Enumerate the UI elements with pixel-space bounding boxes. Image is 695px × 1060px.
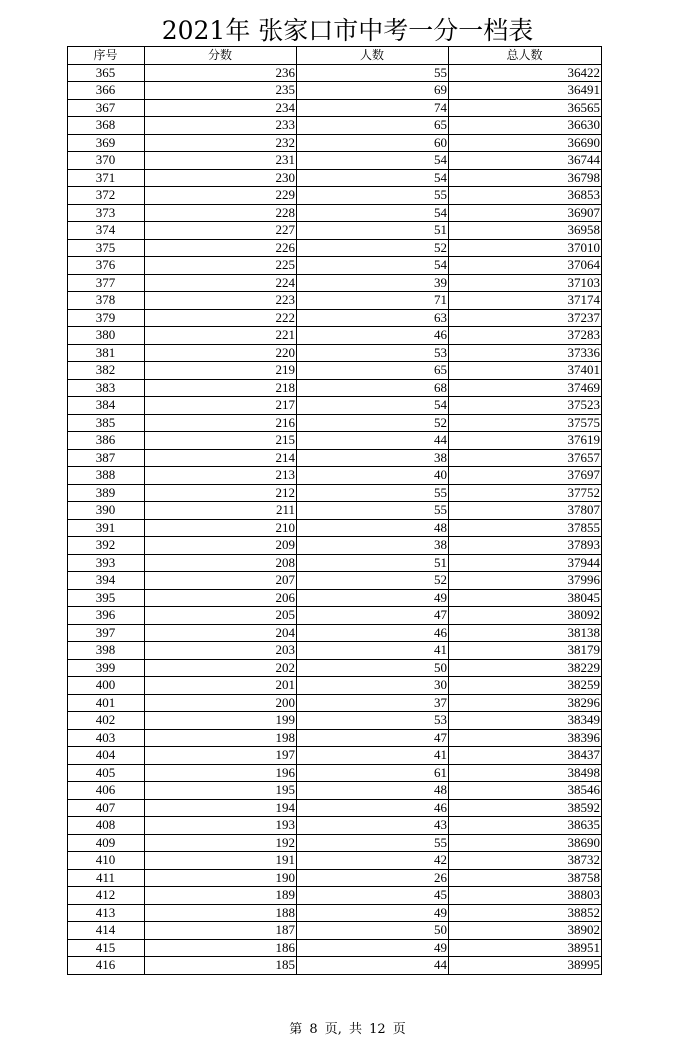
cell-count: 51 (297, 554, 449, 572)
table-row (68, 204, 602, 222)
cell-rank: 386 (68, 432, 145, 450)
cell-rank: 412 (68, 887, 145, 905)
cell-score: 204 (145, 624, 297, 642)
cell-cumulative: 38092 (449, 607, 602, 625)
cell-score: 234 (145, 99, 297, 117)
cell-count: 26 (297, 869, 449, 887)
cell-count: 38 (297, 449, 449, 467)
table-row (68, 712, 602, 730)
cell-count: 38 (297, 537, 449, 555)
cell-cumulative: 37103 (449, 274, 602, 292)
cell-count: 55 (297, 64, 449, 82)
cell-rank: 370 (68, 152, 145, 170)
table-row (68, 414, 602, 432)
cell-rank: 414 (68, 922, 145, 940)
cell-count: 49 (297, 904, 449, 922)
cell-count: 44 (297, 957, 449, 975)
cell-score: 201 (145, 677, 297, 695)
cell-cumulative: 38045 (449, 589, 602, 607)
table-row (68, 624, 602, 642)
table-row (68, 152, 602, 170)
cell-score: 226 (145, 239, 297, 257)
cell-cumulative: 36565 (449, 99, 602, 117)
cell-cumulative: 37174 (449, 292, 602, 310)
cell-score: 207 (145, 572, 297, 590)
cell-score: 235 (145, 82, 297, 100)
table-row (68, 187, 602, 205)
cell-count: 71 (297, 292, 449, 310)
cell-cumulative: 38437 (449, 747, 602, 765)
table-row (68, 904, 602, 922)
cell-cumulative: 37283 (449, 327, 602, 345)
cell-rank: 388 (68, 467, 145, 485)
cell-cumulative: 37807 (449, 502, 602, 520)
cell-cumulative: 37237 (449, 309, 602, 327)
cell-rank: 380 (68, 327, 145, 345)
cell-rank: 379 (68, 309, 145, 327)
cell-cumulative: 36958 (449, 222, 602, 240)
cell-cumulative: 36798 (449, 169, 602, 187)
cell-cumulative: 38229 (449, 659, 602, 677)
cell-score: 185 (145, 957, 297, 975)
cell-cumulative: 38951 (449, 939, 602, 957)
table-row (68, 484, 602, 502)
cell-score: 205 (145, 607, 297, 625)
table-body (68, 64, 602, 974)
cell-count: 54 (297, 169, 449, 187)
page-title: 2021年 张家口市中考一分一档表 (161, 16, 534, 45)
cell-rank: 391 (68, 519, 145, 537)
cell-count: 47 (297, 607, 449, 625)
cell-score: 187 (145, 922, 297, 940)
cell-score: 214 (145, 449, 297, 467)
cell-count: 48 (297, 519, 449, 537)
cell-cumulative: 38138 (449, 624, 602, 642)
table-row (68, 957, 602, 975)
cell-count: 49 (297, 589, 449, 607)
cell-rank: 397 (68, 624, 145, 642)
cell-score: 212 (145, 484, 297, 502)
table-row (68, 869, 602, 887)
cell-score: 220 (145, 344, 297, 362)
cell-cumulative: 36690 (449, 134, 602, 152)
cell-count: 69 (297, 82, 449, 100)
cell-rank: 384 (68, 397, 145, 415)
cell-count: 52 (297, 414, 449, 432)
cell-cumulative: 37697 (449, 467, 602, 485)
cell-rank: 399 (68, 659, 145, 677)
cell-rank: 373 (68, 204, 145, 222)
cell-count: 48 (297, 782, 449, 800)
cell-rank: 407 (68, 799, 145, 817)
table-row (68, 642, 602, 660)
cell-rank: 369 (68, 134, 145, 152)
table-row (68, 729, 602, 747)
cell-cumulative: 37893 (449, 537, 602, 555)
cell-rank: 395 (68, 589, 145, 607)
table-row (68, 327, 602, 345)
cell-score: 216 (145, 414, 297, 432)
cell-score: 193 (145, 817, 297, 835)
cell-cumulative: 38732 (449, 852, 602, 870)
cell-cumulative: 37657 (449, 449, 602, 467)
cell-count: 53 (297, 712, 449, 730)
cell-cumulative: 37523 (449, 397, 602, 415)
cell-score: 199 (145, 712, 297, 730)
cell-score: 213 (145, 467, 297, 485)
table-row (68, 169, 602, 187)
table-row (68, 747, 602, 765)
cell-cumulative: 38690 (449, 834, 602, 852)
table-header-row (68, 47, 602, 65)
cell-cumulative: 38902 (449, 922, 602, 940)
cell-score: 232 (145, 134, 297, 152)
cell-score: 194 (145, 799, 297, 817)
table-row (68, 432, 602, 450)
cell-score: 233 (145, 117, 297, 135)
cell-score: 211 (145, 502, 297, 520)
cell-count: 46 (297, 327, 449, 345)
cell-rank: 368 (68, 117, 145, 135)
column-header-cumulative: 总人数 (449, 47, 602, 65)
table-row (68, 64, 602, 82)
cell-rank: 385 (68, 414, 145, 432)
cell-count: 41 (297, 747, 449, 765)
table-row (68, 309, 602, 327)
cell-score: 190 (145, 869, 297, 887)
cell-score: 217 (145, 397, 297, 415)
table-row (68, 764, 602, 782)
cell-rank: 392 (68, 537, 145, 555)
cell-rank: 401 (68, 694, 145, 712)
page-footer: 第 8 页, 共 12 页 (289, 1022, 406, 1037)
cell-cumulative: 37010 (449, 239, 602, 257)
cell-count: 51 (297, 222, 449, 240)
cell-score: 223 (145, 292, 297, 310)
table-row (68, 239, 602, 257)
cell-cumulative: 38635 (449, 817, 602, 835)
cell-rank: 382 (68, 362, 145, 380)
cell-rank: 410 (68, 852, 145, 870)
table-row (68, 292, 602, 310)
table-row (68, 134, 602, 152)
cell-rank: 400 (68, 677, 145, 695)
cell-rank: 376 (68, 257, 145, 275)
cell-score: 228 (145, 204, 297, 222)
cell-count: 50 (297, 922, 449, 940)
cell-cumulative: 38546 (449, 782, 602, 800)
table-row (68, 502, 602, 520)
cell-cumulative: 38296 (449, 694, 602, 712)
cell-rank: 402 (68, 712, 145, 730)
score-table (67, 46, 602, 975)
cell-score: 218 (145, 379, 297, 397)
cell-score: 203 (145, 642, 297, 660)
cell-score: 229 (145, 187, 297, 205)
cell-cumulative: 36422 (449, 64, 602, 82)
table-row (68, 537, 602, 555)
cell-count: 54 (297, 397, 449, 415)
cell-count: 52 (297, 239, 449, 257)
table-row (68, 467, 602, 485)
cell-score: 236 (145, 64, 297, 82)
cell-rank: 377 (68, 274, 145, 292)
cell-score: 197 (145, 747, 297, 765)
cell-score: 215 (145, 432, 297, 450)
table-row (68, 939, 602, 957)
cell-count: 53 (297, 344, 449, 362)
cell-rank: 411 (68, 869, 145, 887)
cell-score: 188 (145, 904, 297, 922)
cell-score: 222 (145, 309, 297, 327)
table-row (68, 257, 602, 275)
table-row (68, 397, 602, 415)
cell-score: 186 (145, 939, 297, 957)
table-row (68, 817, 602, 835)
table-row (68, 99, 602, 117)
cell-count: 46 (297, 624, 449, 642)
cell-cumulative: 38592 (449, 799, 602, 817)
table-row (68, 607, 602, 625)
cell-cumulative: 37336 (449, 344, 602, 362)
cell-rank: 378 (68, 292, 145, 310)
cell-count: 65 (297, 362, 449, 380)
cell-count: 41 (297, 642, 449, 660)
cell-cumulative: 37064 (449, 257, 602, 275)
cell-count: 50 (297, 659, 449, 677)
cell-score: 195 (145, 782, 297, 800)
cell-count: 49 (297, 939, 449, 957)
table-row (68, 379, 602, 397)
cell-score: 210 (145, 519, 297, 537)
table-row (68, 117, 602, 135)
table-row (68, 799, 602, 817)
cell-score: 227 (145, 222, 297, 240)
cell-score: 198 (145, 729, 297, 747)
cell-count: 43 (297, 817, 449, 835)
cell-cumulative: 38852 (449, 904, 602, 922)
column-header-score: 分数 (145, 47, 297, 65)
cell-rank: 383 (68, 379, 145, 397)
table-row (68, 449, 602, 467)
cell-count: 42 (297, 852, 449, 870)
cell-rank: 387 (68, 449, 145, 467)
cell-count: 37 (297, 694, 449, 712)
cell-score: 192 (145, 834, 297, 852)
cell-cumulative: 37575 (449, 414, 602, 432)
cell-score: 202 (145, 659, 297, 677)
cell-cumulative: 37619 (449, 432, 602, 450)
cell-cumulative: 36853 (449, 187, 602, 205)
cell-rank: 415 (68, 939, 145, 957)
cell-cumulative: 37469 (449, 379, 602, 397)
cell-score: 219 (145, 362, 297, 380)
cell-rank: 405 (68, 764, 145, 782)
table-row (68, 82, 602, 100)
cell-count: 55 (297, 502, 449, 520)
cell-cumulative: 36744 (449, 152, 602, 170)
cell-cumulative: 36907 (449, 204, 602, 222)
cell-rank: 367 (68, 99, 145, 117)
table-row (68, 834, 602, 852)
cell-cumulative: 38803 (449, 887, 602, 905)
cell-score: 231 (145, 152, 297, 170)
cell-count: 54 (297, 257, 449, 275)
table-row (68, 344, 602, 362)
cell-count: 45 (297, 887, 449, 905)
cell-count: 55 (297, 834, 449, 852)
cell-score: 200 (145, 694, 297, 712)
cell-cumulative: 36491 (449, 82, 602, 100)
column-header-rank: 序号 (68, 47, 145, 65)
cell-cumulative: 38349 (449, 712, 602, 730)
table-row (68, 362, 602, 380)
cell-cumulative: 37855 (449, 519, 602, 537)
cell-count: 30 (297, 677, 449, 695)
cell-score: 191 (145, 852, 297, 870)
cell-cumulative: 38396 (449, 729, 602, 747)
cell-score: 206 (145, 589, 297, 607)
cell-count: 54 (297, 204, 449, 222)
cell-count: 55 (297, 187, 449, 205)
cell-rank: 416 (68, 957, 145, 975)
cell-count: 55 (297, 484, 449, 502)
cell-count: 63 (297, 309, 449, 327)
column-header-count: 人数 (297, 47, 449, 65)
cell-rank: 394 (68, 572, 145, 590)
table-row (68, 677, 602, 695)
cell-cumulative: 38758 (449, 869, 602, 887)
cell-count: 61 (297, 764, 449, 782)
cell-score: 209 (145, 537, 297, 555)
cell-count: 65 (297, 117, 449, 135)
table-row (68, 222, 602, 240)
cell-rank: 381 (68, 344, 145, 362)
cell-count: 68 (297, 379, 449, 397)
cell-cumulative: 37752 (449, 484, 602, 502)
table-row (68, 694, 602, 712)
cell-rank: 408 (68, 817, 145, 835)
table-row (68, 274, 602, 292)
cell-rank: 409 (68, 834, 145, 852)
cell-score: 208 (145, 554, 297, 572)
table-row (68, 852, 602, 870)
cell-rank: 375 (68, 239, 145, 257)
cell-count: 46 (297, 799, 449, 817)
cell-score: 224 (145, 274, 297, 292)
cell-rank: 366 (68, 82, 145, 100)
table-row (68, 782, 602, 800)
cell-rank: 398 (68, 642, 145, 660)
table-row (68, 922, 602, 940)
cell-rank: 406 (68, 782, 145, 800)
cell-score: 230 (145, 169, 297, 187)
cell-rank: 389 (68, 484, 145, 502)
cell-count: 47 (297, 729, 449, 747)
cell-count: 40 (297, 467, 449, 485)
cell-rank: 393 (68, 554, 145, 572)
table-row (68, 519, 602, 537)
cell-count: 60 (297, 134, 449, 152)
cell-count: 52 (297, 572, 449, 590)
cell-count: 44 (297, 432, 449, 450)
cell-count: 39 (297, 274, 449, 292)
table-row (68, 572, 602, 590)
table-row (68, 554, 602, 572)
cell-cumulative: 37996 (449, 572, 602, 590)
cell-score: 221 (145, 327, 297, 345)
cell-rank: 413 (68, 904, 145, 922)
table-row (68, 659, 602, 677)
cell-score: 189 (145, 887, 297, 905)
cell-count: 74 (297, 99, 449, 117)
cell-cumulative: 38259 (449, 677, 602, 695)
table-row (68, 589, 602, 607)
cell-rank: 403 (68, 729, 145, 747)
cell-cumulative: 38498 (449, 764, 602, 782)
table-row (68, 887, 602, 905)
cell-cumulative: 37401 (449, 362, 602, 380)
cell-cumulative: 36630 (449, 117, 602, 135)
cell-rank: 371 (68, 169, 145, 187)
cell-cumulative: 38995 (449, 957, 602, 975)
cell-rank: 390 (68, 502, 145, 520)
cell-cumulative: 37944 (449, 554, 602, 572)
cell-rank: 396 (68, 607, 145, 625)
cell-rank: 374 (68, 222, 145, 240)
cell-score: 196 (145, 764, 297, 782)
cell-count: 54 (297, 152, 449, 170)
cell-cumulative: 38179 (449, 642, 602, 660)
cell-rank: 404 (68, 747, 145, 765)
cell-rank: 372 (68, 187, 145, 205)
cell-score: 225 (145, 257, 297, 275)
cell-rank: 365 (68, 64, 145, 82)
